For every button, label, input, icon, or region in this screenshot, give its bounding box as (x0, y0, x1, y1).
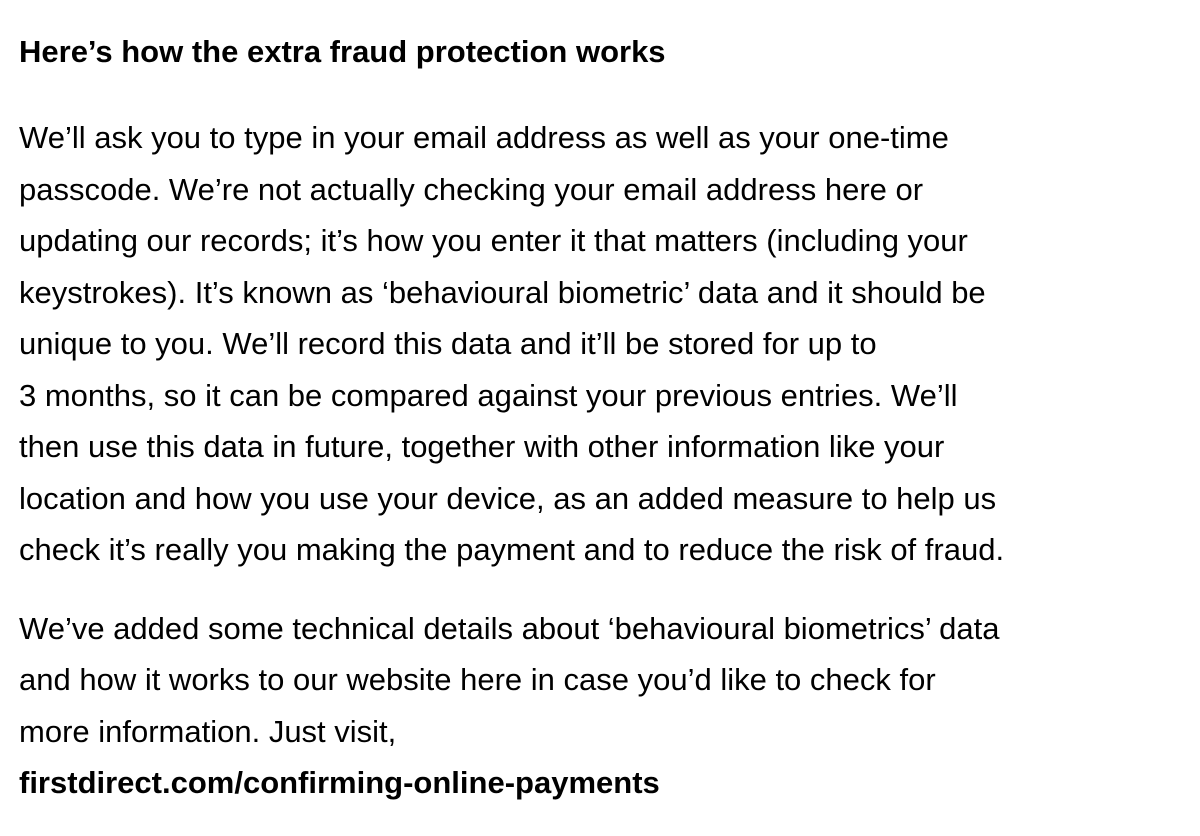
text-line: check it’s really you making the payment and to reduce the risk of fraud. (19, 532, 1005, 567)
text-line: We’ll ask you to type in your email address as well as your one-time (19, 120, 949, 155)
text-line: location and how you use your device, as an added measure to help us (19, 480, 997, 516)
page-title: Here’s how the extra fraud protection works (19, 34, 666, 69)
text-line: 3 months, so it can be compared against your previous entries. We’ll (19, 377, 958, 413)
text-line: passcode. We’re not actually checking your email address here or (19, 171, 924, 207)
text-line: unique to you. We’ll record this data and it’ll be stored for up to (19, 326, 877, 361)
document-body (19, 30, 1184, 836)
text-line: more information. Just visit, (19, 713, 397, 749)
text-line: keystrokes). It’s known as ‘behavioural biometric’ data and it should be (19, 274, 986, 310)
text-line: We’ve added some technical details about ‘behavioural biometrics’ data (19, 610, 1000, 646)
website-link[interactable]: firstdirect.com/confirming-online-payments (19, 765, 660, 800)
text-line: and how it works to our website here in case you’d like to check for (19, 662, 936, 697)
text-line: then use this data in future, together with other information like your (19, 429, 945, 464)
text-line: updating our records; it’s how you enter it that matters (including your (19, 223, 968, 258)
paragraph-technical-details (19, 603, 1184, 809)
paragraph-how-it-works (19, 112, 1184, 576)
